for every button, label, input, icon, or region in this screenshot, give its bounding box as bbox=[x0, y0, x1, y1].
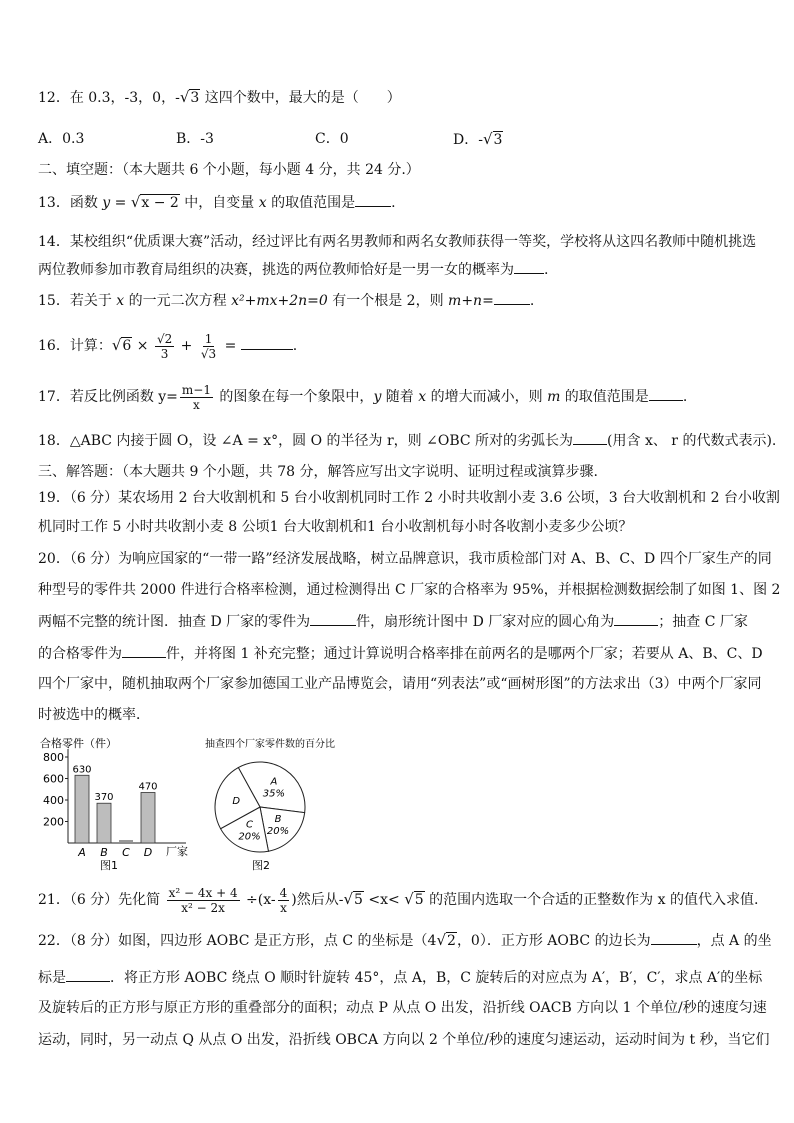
pie-label-D: D bbox=[232, 796, 241, 808]
q20-line4: 的合格零件为 件，并将图 1 补充完整；通过计算说明合格率排在前两名的是哪两个厂家；若要从 A、B、C、D bbox=[38, 643, 763, 664]
bar-chart-ytick-label: 600 bbox=[43, 772, 64, 786]
q13: 13．函数 y = √x − 2 中，自变量 x 的取值范围是 . bbox=[38, 193, 396, 211]
q20-line3: 两幅不完整的统计图．抽查 D 厂家的零件为 件，扇形统计图中 D 厂家对应的圆心角为 ；抽查 C 厂家 bbox=[38, 611, 748, 632]
q14-line1: 14．某校组织“优质课大赛”活动，经过评比有两名男教师和两名女教师获得一等奖，学校将从这四名教师中随机挑选 bbox=[38, 234, 757, 250]
q22-line4: 运动，同时，另一动点 Q 从点 O 出发，沿折线 OBCA 方向以 2 个单位/秒的速度匀速运动，运动时间为 t 秒，当它们 bbox=[38, 1032, 770, 1048]
q22-blank-side bbox=[651, 930, 697, 945]
q14-answer-blank bbox=[514, 259, 544, 274]
q12-option-d: D．-√3 bbox=[453, 130, 503, 148]
bar-chart-ylabel: 合格零件（件） bbox=[40, 737, 117, 750]
bar-A bbox=[75, 775, 89, 843]
bar-chart-ytick-label: 800 bbox=[43, 751, 64, 764]
q18: 18．△ABC 内接于圆 O，设 ∠A = x°，圆 O 的半径为 r，则 ∠OBC 所对的劣弧长为 (用含 x、 r 的代数式表示). bbox=[38, 430, 776, 451]
bar-data-label-D: 470 bbox=[138, 781, 158, 793]
bar-category-label-C: C bbox=[122, 846, 130, 859]
section3-heading: 三、解答题：（本大题共 9 个小题，共 78 分，解答应写出文字说明、证明过程或演算步骤. bbox=[38, 464, 598, 480]
pie-percent-C: 20% bbox=[238, 831, 261, 843]
q12-sqrt: 3 bbox=[190, 90, 200, 106]
q12-option-b: B．-3 bbox=[176, 131, 214, 147]
q22-line2: 标是 ．将正方形 AOBC 绕点 O 顺时针旋转 45°，点 A，B，C 旋转后的对应点为 A′，B′，C′，求点 A′的坐标 bbox=[38, 967, 762, 988]
q20-line5: 四个厂家中，随机抽取两个厂家参加德国工业产品博览会，请用“列表法”或“画树形图”的方法求出（3）中两个厂家同 bbox=[38, 676, 762, 692]
bar-category-label-A: A bbox=[78, 846, 86, 859]
q14-line2: 两位教师参加市教育局组织的决赛，挑选的两位教师恰好是一男一女的概率为 . bbox=[38, 259, 548, 280]
q20-blank-c-count bbox=[122, 643, 166, 658]
section2-heading: 二、填空题：（本大题共 6 个小题，每小题 4 分，共 24 分.） bbox=[38, 162, 420, 178]
q15-answer-blank bbox=[494, 290, 530, 305]
q13-answer-blank bbox=[355, 192, 391, 207]
bar-data-label-A: 630 bbox=[72, 764, 92, 776]
q22-blank-a-coord bbox=[66, 967, 110, 982]
pie-chart-title: 抽查四个厂家零件数的百分比 bbox=[205, 739, 335, 750]
bar-chart-caption: 图1 bbox=[100, 859, 118, 872]
q20-line2: 种型号的零件共 2000 件进行合格率检测，通过检测得出 C 厂家的合格率为 95%，并根据检测数据绘制了如图 1、图 2 bbox=[38, 582, 781, 598]
q20-blank-d-angle bbox=[614, 611, 658, 626]
pie-label-C: C bbox=[245, 819, 253, 831]
q12-option-c: C．0 bbox=[315, 131, 349, 147]
q17-answer-blank bbox=[649, 386, 683, 401]
bar-chart-ytick-label: 200 bbox=[43, 815, 64, 829]
pie-label-B: B bbox=[274, 813, 282, 825]
bar-B bbox=[97, 803, 111, 843]
pie-percent-A: 35% bbox=[262, 788, 286, 800]
q16-answer-blank bbox=[241, 335, 293, 350]
bar-chart-xlabel: 厂家 bbox=[166, 845, 188, 858]
bar-chart-ytick-label: 400 bbox=[43, 794, 64, 807]
bar-D bbox=[141, 792, 155, 843]
q20-blank-d-count bbox=[310, 611, 356, 626]
pie-percent-B: 20% bbox=[266, 825, 290, 837]
q12-option-a: A．0.3 bbox=[38, 131, 85, 147]
q19-line2: 机同时工作 5 小时共收割小麦 8 公顷1 台大收割机和1 台小收割机每小时各收割小麦多少公顷？ bbox=[38, 519, 633, 535]
q20-line1: 20．（6 分）为响应国家的“一带一路”经济发展战略，树立品牌意识，我市质检部门对 A、B、C、D 四个厂家生产的同 bbox=[38, 551, 772, 567]
bar-chart-figure1 bbox=[38, 735, 198, 875]
q19-line1: 19．（6 分）某农场用 2 台大收割机和 5 台小收割机同时工作 2 小时共收割小麦 3.6 公顷，3 台大收割机和 2 台小收割 bbox=[38, 490, 780, 506]
pie-chart-caption: 图2 bbox=[252, 859, 270, 872]
bar-category-label-B: B bbox=[100, 846, 108, 859]
bar-category-label-D: D bbox=[143, 846, 153, 859]
pie-chart-figure2 bbox=[205, 735, 375, 875]
q20-line6: 时被选中的概率． bbox=[38, 707, 150, 723]
q12-stem: 12．在 0.3，-3，0，-√3 这四个数中，最大的是（ ） bbox=[38, 88, 401, 106]
q16: 16．计算：√6 × $\frac{√2}{3}$ + $\frac{1}{√3}$ = . bbox=[38, 331, 298, 361]
q21: 21．（6 分）先化简 $\frac{\text{x² − 4x + 4}}{\text{x² − 2x}}$ ÷(x- $\frac{4}{x}$ )然后从-√5 <x< √5 的范围内选取一个合适的正整数作为 x 的值代入求值. bbox=[38, 885, 759, 915]
q17: 17．若反比例函数 y= $\frac{m-1}{x}$ 的图象在每一个象限中，y 随着 x 的增大而减小，则 m 的取值范围是 . bbox=[38, 382, 688, 412]
q18-answer-blank bbox=[573, 430, 607, 445]
q22-line1: 22．（8 分）如图，四边形 AOBC 是正方形，点 C 的坐标是（4√2，0）．正方形 AOBC 的边长为 ，点 A 的坐 bbox=[38, 931, 772, 949]
pie-label-A: A bbox=[270, 776, 278, 788]
q22-line3: 及旋转后的正方形与原正方形的重叠部分的面积；动点 P 从点 O 出发，沿折线 OACB 方向以 1 个单位/秒的速度匀速 bbox=[38, 1000, 767, 1016]
q15: 15．若关于 x 的一元二次方程 x²+mx+2n=0 有一个根是 2，则 m+n= . bbox=[38, 290, 534, 311]
bar-data-label-B: 370 bbox=[94, 792, 114, 804]
